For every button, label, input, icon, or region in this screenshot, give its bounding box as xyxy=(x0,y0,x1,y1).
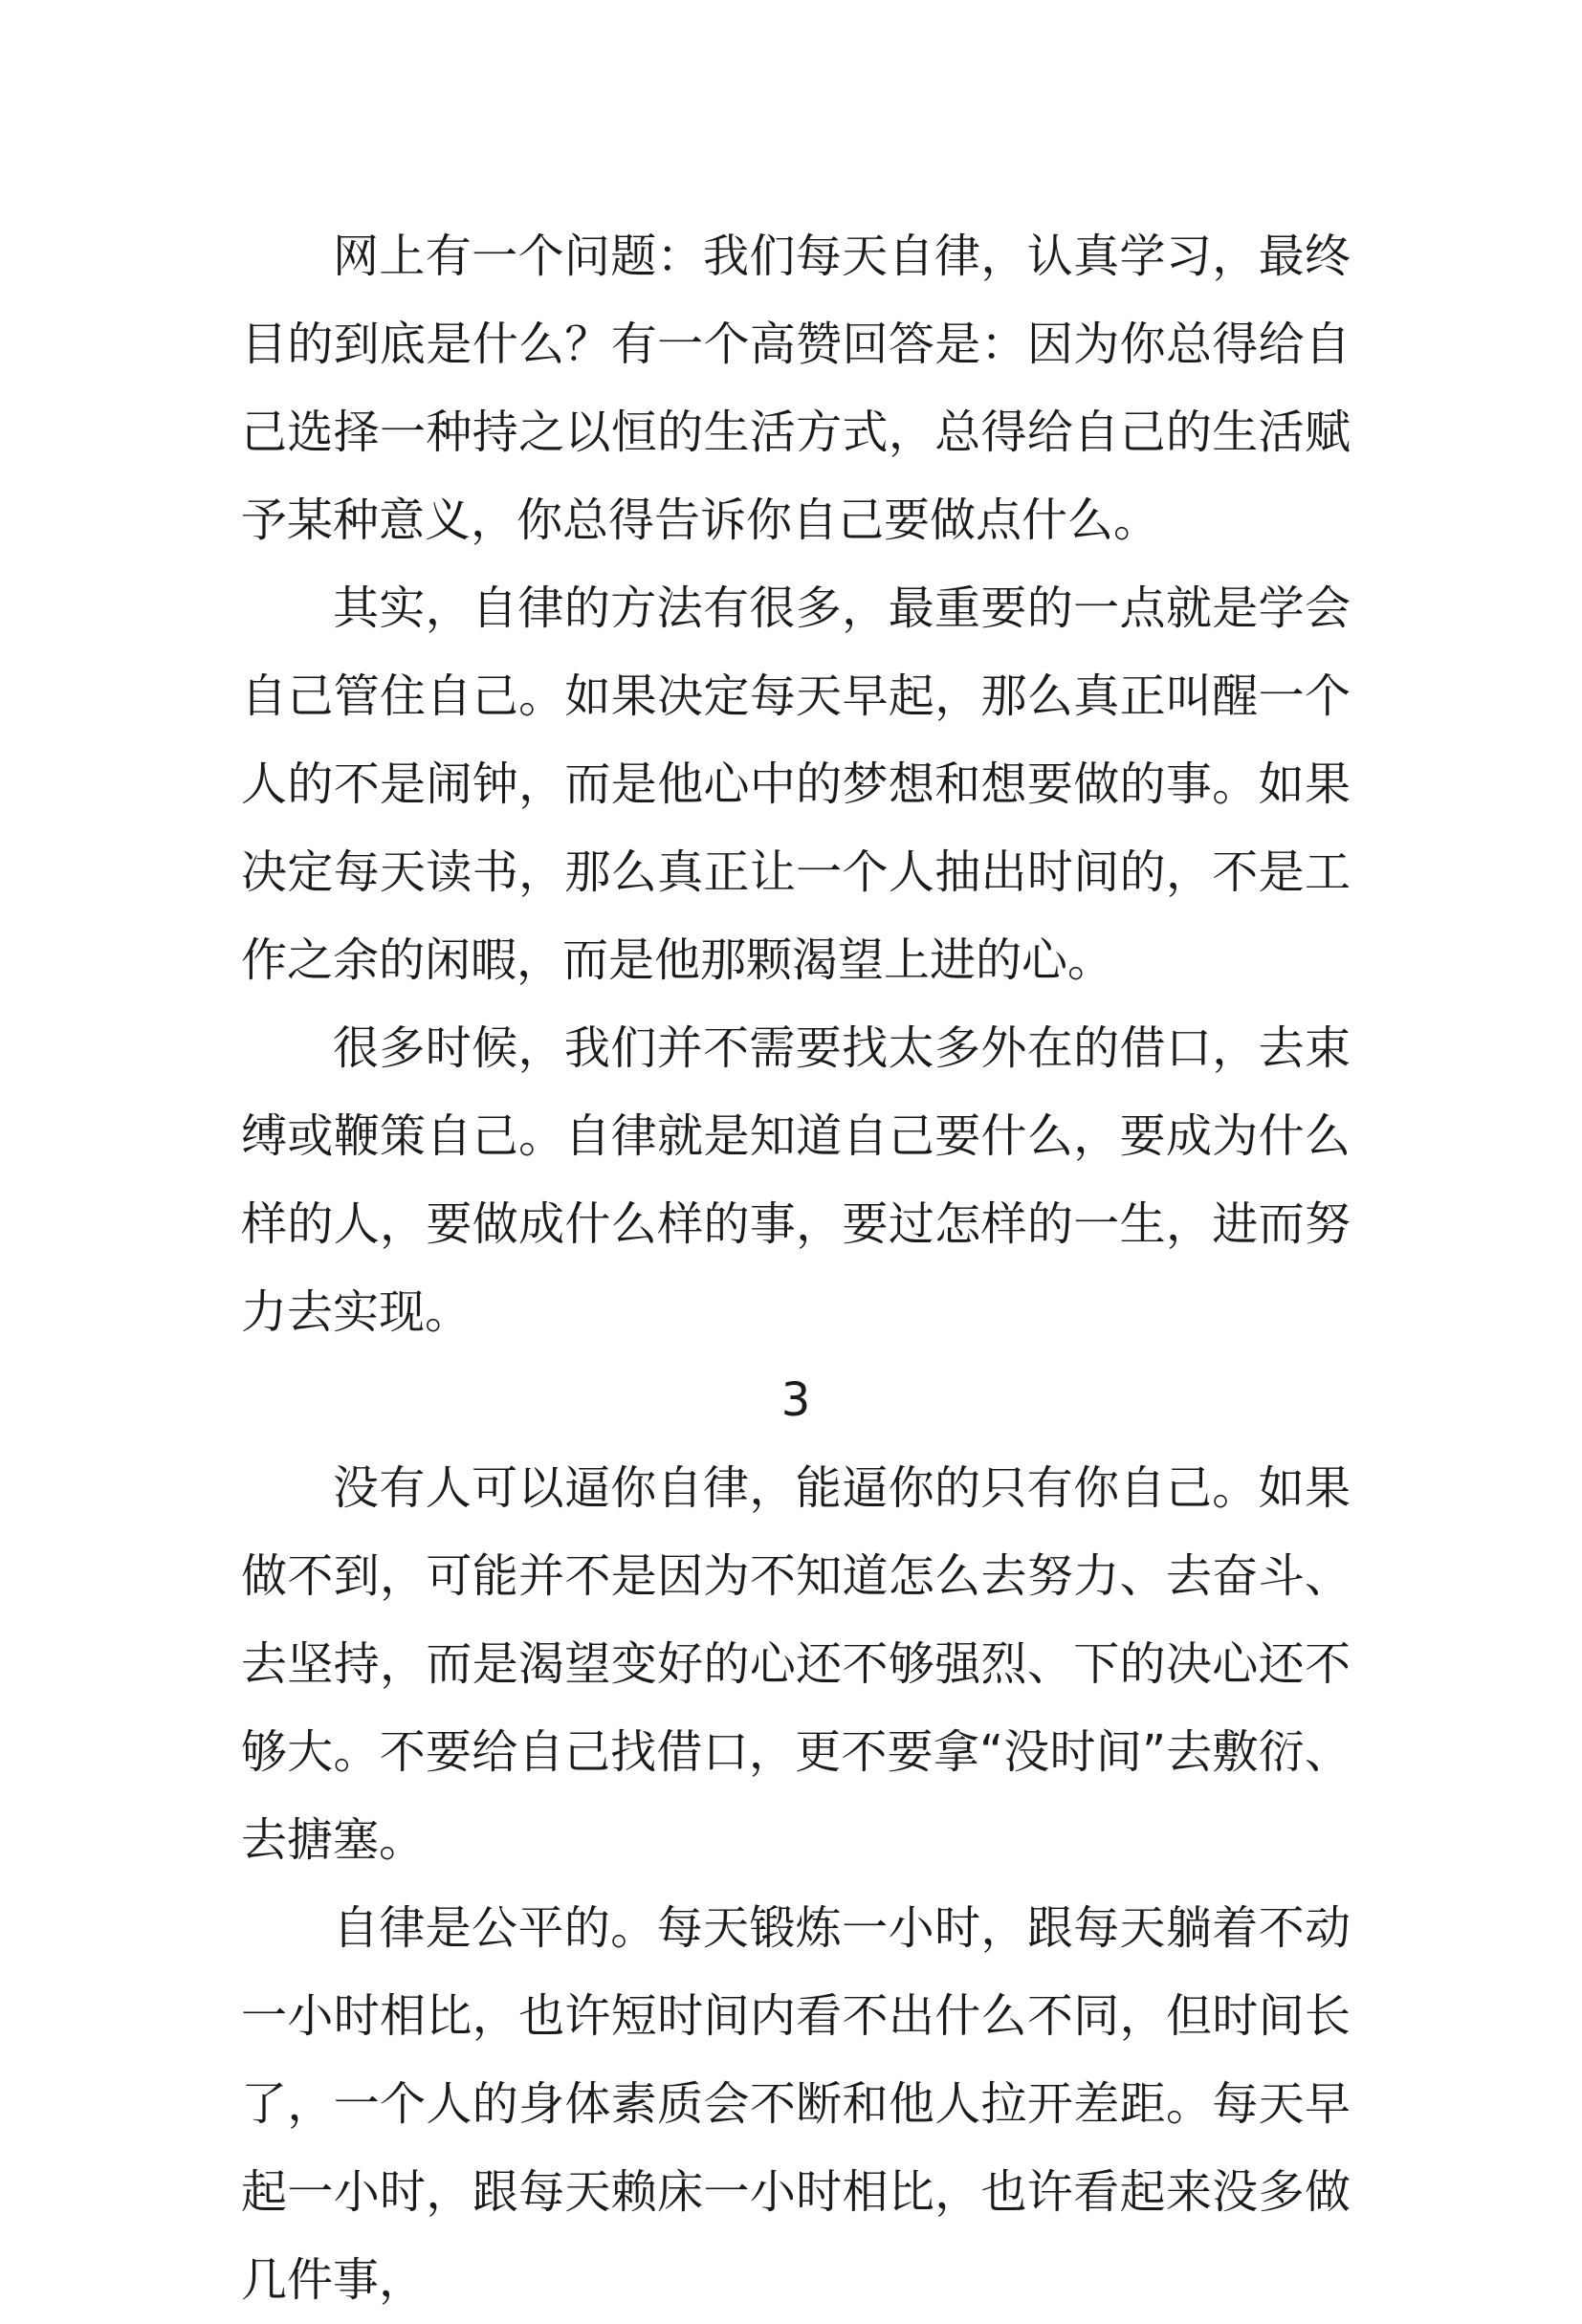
paragraph: 没有人可以逼你自律，能逼你的只有你自己。如果做不到，可能并不是因为不知道怎么去努力、去奋斗、去坚持，而是渴望变好的心还不够强烈、下的决心还不够大。不要给自己找借口，更不要拿“没时间”去敷衍、去搪塞。 xyxy=(241,1461,1351,1867)
paragraph: 其实，自律的方法有很多，最重要的一点就是学会自己管住自己。如果决定每天早起，那么真正叫醒一个人的不是闹钟，而是他心中的梦想和想要做的事。如果决定每天读书，那么真正让一个人抽出时间的，不是工作之余的闲暇，而是他那颗渴望上进的心。 xyxy=(241,581,1351,987)
document-body xyxy=(241,212,1351,2324)
paragraph: 很多时候，我们并不需要找太多外在的借口，去束缚或鞭策自己。自律就是知道自己要什么，要成为什么样的人，要做成什么样的事，要过怎样的一生，进而努力去实现。 xyxy=(241,1021,1351,1339)
paragraph: 自律是公平的。每天锻炼一小时，跟每天躺着不动一小时相比，也许短时间内看不出什么不同，但时间长了，一个人的身体素质会不断和他人拉开差距。每天早起一小时，跟每天赖床一小时相比，也许看起来没多做几件事， xyxy=(241,1901,1351,2307)
paragraph: 网上有一个问题：我们每天自律，认真学习，最终目的到底是什么？有一个高赞回答是：因为你总得给自己选择一种持之以恒的生活方式，总得给自己的生活赋予某种意义，你总得告诉你自己要做点什么。 xyxy=(241,230,1351,547)
section-number: 3 xyxy=(780,1373,811,1427)
